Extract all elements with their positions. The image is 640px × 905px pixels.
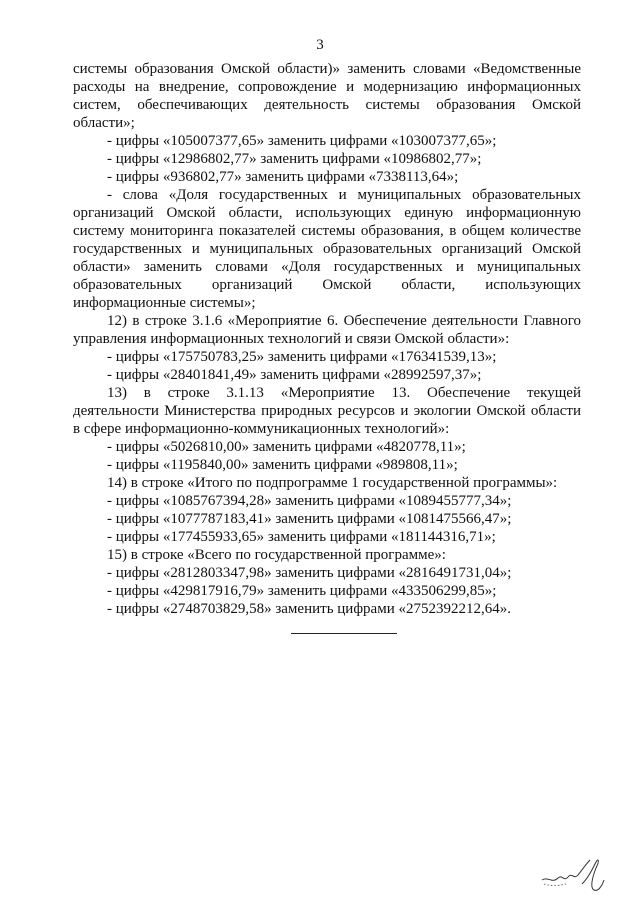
text-line: систему мониторинга показателей системы образования, в общем количестве	[73, 223, 581, 239]
text-line: 15) в строке «Всего по государственной программе»:	[107, 547, 446, 563]
text-line: - цифры «175750783,25» заменить цифрами «176341539,13»;	[107, 349, 497, 365]
text-line: - цифры «1195840,00» заменить цифрами «989808,11»;	[107, 457, 458, 473]
text-line: 13) в строке 3.1.13 «Мероприятие 13. Обеспечение текущей	[107, 385, 581, 401]
text-line: - цифры «177455933,65» заменить цифрами «181144316,71»;	[107, 529, 496, 545]
text-line: систем, обеспечивающих деятельность системы образования Омской	[73, 97, 581, 113]
text-line: - цифры «12986802,77» заменить цифрами «10986802,77»;	[107, 151, 482, 167]
text-line: - цифры «105007377,65» заменить цифрами «103007377,65»;	[107, 133, 497, 149]
document-body	[73, 60, 581, 618]
text-line: в сфере информационно-коммуникационных технологий»:	[73, 421, 450, 437]
text-line: - цифры «1085767394,28» заменить цифрами «1089455777,34»;	[107, 493, 512, 509]
text-line: образовательных организаций Омской области, использующих	[73, 277, 581, 293]
section-divider	[291, 633, 397, 634]
text-line: - цифры «5026810,00» заменить цифрами «4820778,11»;	[107, 439, 466, 455]
text-line: государственных и муниципальных образовательных организаций Омской	[73, 241, 581, 257]
text-line: области» заменить словами «Доля государственных и муниципальных	[73, 259, 581, 275]
text-line: 14) в строке «Итого по подпрограмме 1 государственной программы»:	[107, 475, 558, 491]
text-line: управления информационных технологий и связи Омской области»:	[73, 331, 510, 347]
text-line: - цифры «2748703829,58» заменить цифрами «2752392212,64».	[107, 601, 511, 617]
text-line: системы образования Омской области)» заменить словами «Ведомственные	[73, 61, 581, 77]
text-line: организаций Омской области, использующих единую информационную	[73, 205, 581, 221]
text-line: области»;	[73, 115, 135, 131]
text-line: 12) в строке 3.1.6 «Мероприятие 6. Обеспечение деятельности Главного	[107, 313, 581, 329]
page-number: 3	[316, 37, 324, 53]
text-line: - цифры «28401841,49» заменить цифрами «28992597,37»;	[107, 367, 482, 383]
signature-mark	[538, 850, 610, 894]
text-line: - цифры «2812803347,98» заменить цифрами «2816491731,04»;	[107, 565, 512, 581]
text-line: деятельности Министерства природных ресурсов и экологии Омской области	[73, 403, 581, 419]
text-line: - цифры «429817916,79» заменить цифрами «433506299,85»;	[107, 583, 497, 599]
text-line: информационные системы»;	[73, 295, 256, 311]
text-line: - цифры «936802,77» заменить цифрами «7338113,64»;	[107, 169, 459, 185]
text-line: - цифры «1077787183,41» заменить цифрами «1081475566,47»;	[107, 511, 512, 527]
text-line: - слова «Доля государственных и муниципальных образовательных	[107, 187, 581, 203]
text-line: расходы на внедрение, сопровождение и модернизацию информационных	[73, 79, 581, 95]
